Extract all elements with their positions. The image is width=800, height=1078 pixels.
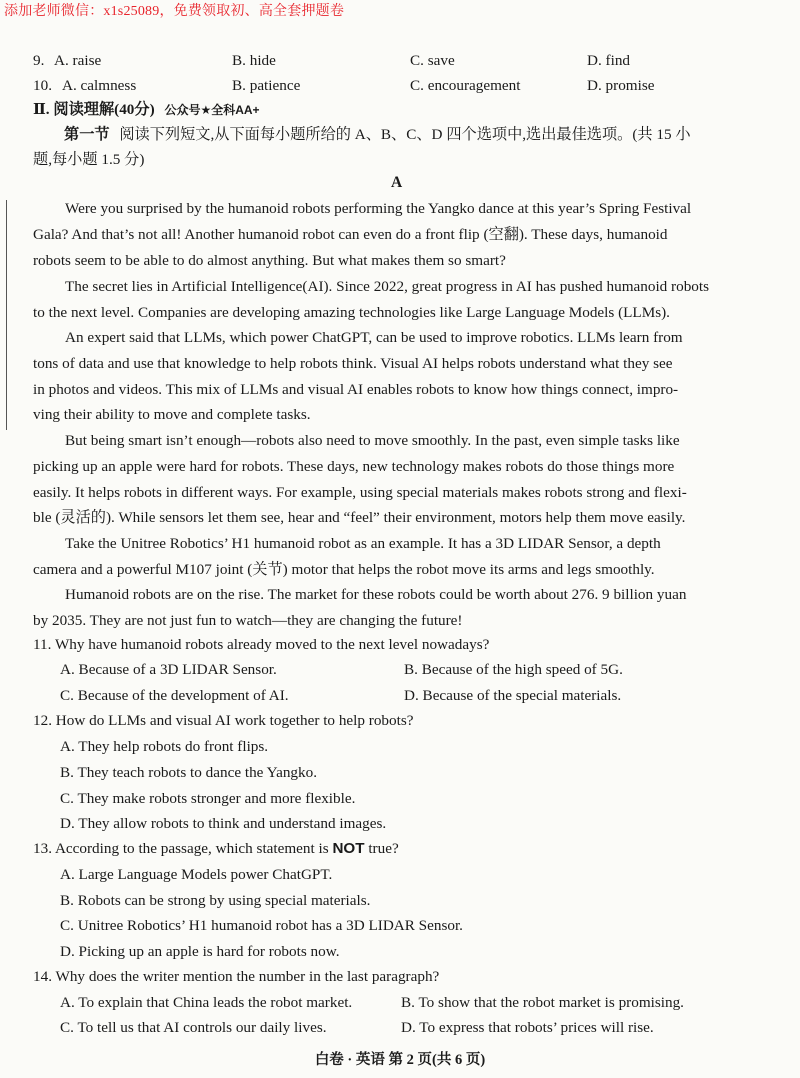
q9-option-a: A. raise bbox=[54, 52, 102, 69]
paragraph-6-line: by 2035. They are not just fun to watch—they are changing the future! bbox=[33, 611, 463, 629]
q12-option-c: C. They make robots stronger and more flexible. bbox=[60, 790, 356, 807]
q13-option-b: B. Robots can be strong by using special materials. bbox=[60, 892, 371, 909]
q14-stem: 14. Why does the writer mention the number in the last paragraph? bbox=[33, 968, 440, 985]
q11-option-a: A. Because of a 3D LIDAR Sensor. bbox=[60, 661, 277, 678]
q9-number: 9. bbox=[33, 52, 45, 69]
q12-option-a: A. They help robots do front flips. bbox=[60, 738, 269, 755]
paragraph-5 bbox=[33, 531, 762, 583]
paragraph-3-line: An expert said that LLMs, which power ChatGPT, can be used to improve robotics. LLMs learn from bbox=[65, 329, 683, 346]
section-instruction-line-1 bbox=[64, 126, 691, 144]
instruction-text-1: 阅读下列短文,从下面每小题所给的 A、B、C、D 四个选项中,选出最佳选项。(共 15 小 bbox=[119, 126, 691, 143]
paragraph-2-line: The secret lies in Artificial Intelligence(AI). Since 2022, great progress in AI has pushed humanoid robots bbox=[65, 278, 710, 295]
q10-option-d: D. promise bbox=[587, 77, 655, 94]
q13-option-c: C. Unitree Robotics’ H1 humanoid robot has a 3D LIDAR Sensor. bbox=[60, 917, 463, 934]
paragraph-3-line: ving their ability to move and complete tasks. bbox=[33, 406, 311, 424]
watermark-text: 添加老师微信：x1s25089，免费领取初、高全套押题卷 bbox=[4, 4, 345, 19]
paragraph-4-line: ble (灵活的). While sensors let them see, hear and “feel” their environment, motors help them move easily. bbox=[33, 509, 686, 527]
q14-option-c: C. To tell us that AI controls our daily lives. bbox=[60, 1019, 327, 1036]
q10-option-b: B. patience bbox=[232, 77, 301, 94]
q11-option-b: B. Because of the high speed of 5G. bbox=[404, 661, 623, 678]
q13-stem-post: true? bbox=[364, 840, 399, 857]
q13-option-d: D. Picking up an apple is hard for robots now. bbox=[60, 943, 340, 960]
paragraph-3-line: tons of data and use that knowledge to help robots think. Visual AI helps robots understand what they see bbox=[33, 354, 673, 372]
section-tag: 公众号★全科AA+ bbox=[164, 103, 260, 117]
paragraph-4-line: easily. It helps robots in different ways. For example, using special materials makes robots strong and flexi- bbox=[33, 483, 687, 501]
paragraph-5-line: Take the Unitree Robotics’ H1 humanoid robot as an example. It has a 3D LIDAR Sensor, a depth bbox=[65, 535, 661, 552]
paragraph-6 bbox=[33, 582, 762, 634]
q14-option-b: B. To show that the robot market is promising. bbox=[401, 994, 684, 1011]
q13-stem-not: NOT bbox=[332, 840, 365, 857]
paragraph-4-line: picking up an apple were hard for robots. These days, new technology makes robots do those things more bbox=[33, 457, 675, 475]
paragraph-6-line: Humanoid robots are on the rise. The market for these robots could be worth about 276. 9 billion yuan bbox=[65, 586, 687, 603]
q13-stem bbox=[33, 840, 399, 858]
page-edge-line bbox=[6, 200, 7, 430]
page-footer: 白卷 · 英语 第 2 页(共 6 页) bbox=[314, 1052, 486, 1068]
passage-label: A bbox=[391, 174, 403, 191]
section-instruction-line-2: 题,每小题 1.5 分) bbox=[33, 151, 145, 168]
q14-option-a: A. To explain that China leads the robot market. bbox=[60, 994, 353, 1011]
paragraph-1-line: Were you surprised by the humanoid robots performing the Yangko dance at this year’s Spring Festival bbox=[65, 200, 692, 217]
q10-option-a: A. calmness bbox=[62, 77, 137, 94]
paragraph-5-line: camera and a powerful M107 joint (关节) motor that helps the robot move its arms and legs smoothly. bbox=[33, 560, 655, 578]
q14-option-d: D. To express that robots’ prices will rise. bbox=[401, 1019, 654, 1036]
paragraph-4-line: But being smart isn’t enough—robots also need to move smoothly. In the past, even simple tasks like bbox=[65, 432, 680, 449]
section-title: Ⅱ. 阅读理解(40分) bbox=[33, 101, 155, 118]
q9-option-c: C. save bbox=[410, 52, 455, 69]
q12-option-b: B. They teach robots to dance the Yangko. bbox=[60, 764, 318, 781]
paragraph-1 bbox=[33, 196, 762, 273]
q11-option-c: C. Because of the development of AI. bbox=[60, 687, 289, 704]
q9-option-d: D. find bbox=[587, 52, 631, 69]
section-header bbox=[33, 101, 260, 119]
q10-number: 10. bbox=[33, 77, 52, 94]
paragraph-2-line: to the next level. Companies are developing amazing technologies like Large Language Models (LLMs). bbox=[33, 303, 670, 321]
paragraph-1-line: Gala? And that’s not all! Another humanoid robot can even do a front flip (空翻). These days, humanoid bbox=[33, 225, 668, 243]
paragraph-2 bbox=[33, 274, 762, 326]
q9-option-b: B. hide bbox=[232, 52, 276, 69]
q12-option-d: D. They allow robots to think and understand images. bbox=[60, 815, 387, 832]
q12-stem: 12. How do LLMs and visual AI work together to help robots? bbox=[33, 712, 414, 729]
paragraph-3-line: in photos and videos. This mix of LLMs and visual AI enables robots to know how things connect, impro- bbox=[33, 380, 679, 398]
paragraph-3 bbox=[33, 325, 762, 428]
q13-stem-pre: 13. According to the passage, which statement is bbox=[33, 840, 333, 857]
q11-option-d: D. Because of the special materials. bbox=[404, 687, 622, 704]
paragraph-4 bbox=[33, 428, 762, 531]
paragraph-1-line: robots seem to be able to do almost anything. But what makes them so smart? bbox=[33, 251, 506, 269]
q13-option-a: A. Large Language Models power ChatGPT. bbox=[60, 866, 333, 883]
part-label: 第一节 bbox=[64, 126, 110, 143]
q10-option-c: C. encouragement bbox=[410, 77, 521, 94]
q11-stem: 11. Why have humanoid robots already moved to the next level nowadays? bbox=[33, 636, 490, 653]
